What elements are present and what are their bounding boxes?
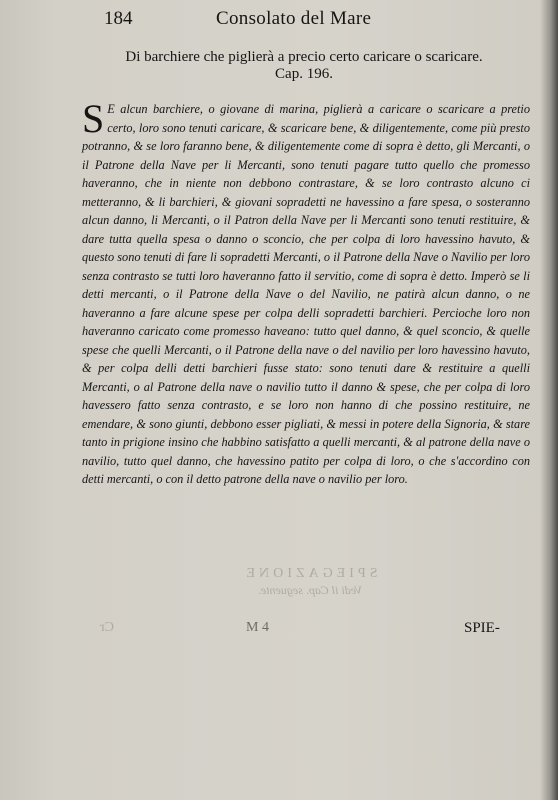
running-header <box>104 8 524 36</box>
chapter-title: Di barchiere che piglierà a precio certo caricare o scaricare. <box>125 49 483 65</box>
show-through-mark: Cr <box>100 620 114 635</box>
chapter-body <box>82 96 530 489</box>
show-through-text <box>180 565 440 599</box>
show-through-title: SPIEGAZIONE <box>242 566 378 581</box>
drop-cap: S <box>82 96 105 141</box>
chapter-number: Cap. 196. <box>275 66 333 82</box>
catchword: SPIE- <box>464 620 500 636</box>
show-through-subtitle: Vedi il Cap. seguente. <box>257 583 363 597</box>
running-title: Consolato del Mare <box>216 8 372 29</box>
chapter-body-text: E alcun barchiere, o giovane di marina, piglierà a caricare o scaricare a pretio certo, loro sono tenuti caricare, & scaricare bene, & diligentemente, come più presto potranno, & se loro faranno bene, & diligentemente come di sopra è detto, gli Mercanti, o il Patrone della Nave per li Mercanti, sono tenuti pagare tutto quello che promesso haveranno, che in niente non debbono contrastare, & se loro contrasto alcuno ci metteranno, & li barchieri, & giovani sopradetti ne havessino a fare spesa, o sosteranno alcun danno, li Mercanti, o il Patron della Nave per li Mercanti sono tenuti restituire, & dare tutta quella spesa o danno o sconcio, che per colpa di loro havessino havuto, & questo sono tenuti di fare li sopradetti Mercanti, o il Patrone della Nave o Navilio per loro senza contrasto se tutti loro haveranno fatto il servitio, come di sopra è detto. Imperò se li detti mercanti, o il Patrone della Nave o del Navilio, ne patirà alcun danno, o ne haveranno a fare alcune spese per colpa delli sopradetti barchieri. Percioche loro non haveranno caricato come promesso haveano: tutto quel danno, & quel sconcio, & quelle spese che quelli Mercanti, o il Patrone della nave o del navilio per loro havessino havuto, & per colpa delli detti barchieri fusse stato: sono tenuti dare & restituire a quelli Mercanti, o al Patrone della nave o navilio tutto il danno & spese, che per colpa di loro havessero fatto senza contrasto, e se loro non hanno di che possino restituire, ne emendare, & sono giunti, debbono esser pigliati, & messi in potere della Signoria, & stare tanto in prigione insino che habbino satisfatto a quelli mercanti, & al patrone della nave o navilio, tutto quel danno, che havessino patito per colpa di loro, o che s'accordino con detti mercanti, o con il detto patrone della nave o navilio per loro. <box>82 102 530 486</box>
signature-mark: M 4 <box>246 620 269 635</box>
page-gutter-shadow <box>540 0 558 800</box>
page-number: 184 <box>104 8 133 29</box>
